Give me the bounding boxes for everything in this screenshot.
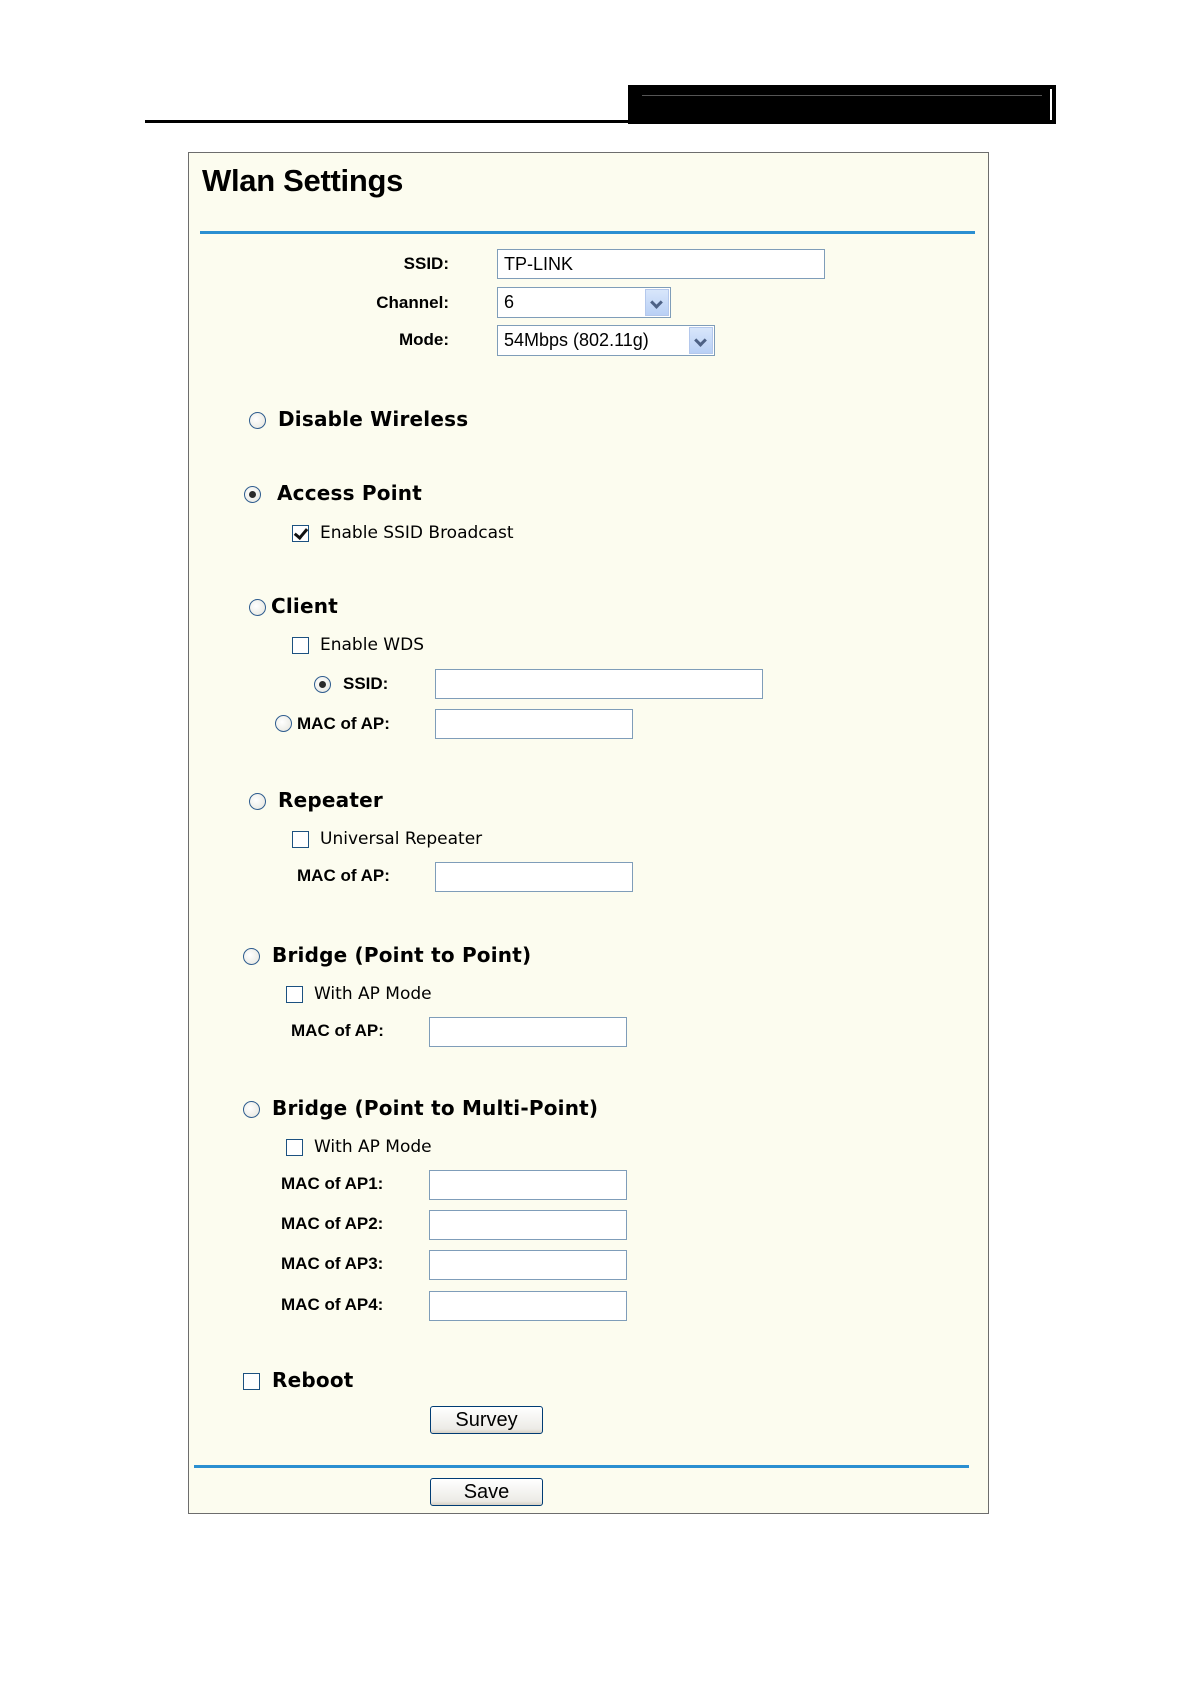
footer-divider <box>194 1465 969 1468</box>
bridge-p2p-ap-mode-label: With AP Mode <box>314 984 432 1004</box>
client-mac-input[interactable] <box>435 709 633 739</box>
save-button[interactable]: Save <box>430 1478 543 1506</box>
mode-select-value: 54Mbps (802.11g) <box>504 330 649 350</box>
mode-select[interactable] <box>497 325 715 356</box>
bridge-p2mp-label: Bridge (Point to Multi-Point) <box>272 1096 599 1120</box>
bridge-p2mp-mac1-input[interactable] <box>429 1170 627 1200</box>
survey-button[interactable]: Survey <box>430 1406 543 1434</box>
bridge-p2p-mac-label: MAC of AP: <box>291 1021 384 1040</box>
bridge-p2mp-mac2-input[interactable] <box>429 1210 627 1240</box>
bridge-p2mp-mac4-input[interactable] <box>429 1291 627 1321</box>
disable-wireless-label: Disable Wireless <box>278 407 469 431</box>
enable-wds-checkbox[interactable] <box>292 637 309 654</box>
bridge-p2mp-mac3-input[interactable] <box>429 1250 627 1280</box>
bridge-p2p-mac-input[interactable] <box>429 1017 627 1047</box>
bridge-p2mp-radio[interactable] <box>243 1101 260 1118</box>
reboot-checkbox[interactable] <box>243 1373 260 1390</box>
reboot-label: Reboot <box>272 1368 354 1392</box>
bridge-p2p-label: Bridge (Point to Point) <box>272 943 532 967</box>
bridge-p2p-ap-mode-checkbox[interactable] <box>286 986 303 1003</box>
mode-label: Mode: <box>398 330 449 349</box>
enable-wds-label: Enable WDS <box>320 635 425 655</box>
bridge-p2mp-ap-mode-checkbox[interactable] <box>286 1139 303 1156</box>
bridge-p2mp-mac2-label: MAC of AP2: <box>281 1214 384 1233</box>
page-header-bar <box>628 85 1056 124</box>
chevron-down-icon[interactable] <box>645 289 669 316</box>
chevron-down-icon[interactable] <box>689 327 713 354</box>
repeater-mac-label: MAC of AP: <box>297 866 390 885</box>
client-ssid-label: SSID: <box>343 674 389 693</box>
page-title: Wlan Settings <box>202 163 404 198</box>
channel-label: Channel: <box>376 293 449 312</box>
title-divider <box>200 231 975 234</box>
bridge-p2p-radio[interactable] <box>243 948 260 965</box>
client-ssid-radio[interactable] <box>314 676 331 693</box>
client-ssid-input[interactable] <box>435 669 763 699</box>
page-header-rule <box>145 120 628 123</box>
bridge-p2mp-ap-mode-label: With AP Mode <box>314 1137 432 1157</box>
channel-select-value: 6 <box>504 292 515 312</box>
client-mac-radio[interactable] <box>275 715 292 732</box>
enable-ssid-broadcast-checkbox[interactable] <box>292 525 309 542</box>
ssid-input[interactable]: TP-LINK <box>497 249 825 279</box>
access-point-label: Access Point <box>277 481 422 505</box>
client-radio[interactable] <box>249 599 266 616</box>
universal-repeater-checkbox[interactable] <box>292 831 309 848</box>
client-mac-label: MAC of AP: <box>297 714 390 733</box>
bridge-p2mp-mac4-label: MAC of AP4: <box>281 1295 384 1314</box>
access-point-radio[interactable] <box>244 486 261 503</box>
wlan-settings-panel <box>188 152 989 1514</box>
enable-ssid-broadcast-label: Enable SSID Broadcast <box>320 523 514 543</box>
ssid-label: SSID: <box>403 254 449 273</box>
repeater-mac-input[interactable] <box>435 862 633 892</box>
bridge-p2mp-mac1-label: MAC of AP1: <box>281 1174 384 1193</box>
repeater-radio[interactable] <box>249 793 266 810</box>
repeater-label: Repeater <box>278 788 383 812</box>
bridge-p2mp-mac3-label: MAC of AP3: <box>281 1254 384 1273</box>
client-label: Client <box>271 594 338 618</box>
channel-select[interactable] <box>497 287 671 318</box>
disable-wireless-radio[interactable] <box>249 412 266 429</box>
universal-repeater-label: Universal Repeater <box>320 829 483 849</box>
